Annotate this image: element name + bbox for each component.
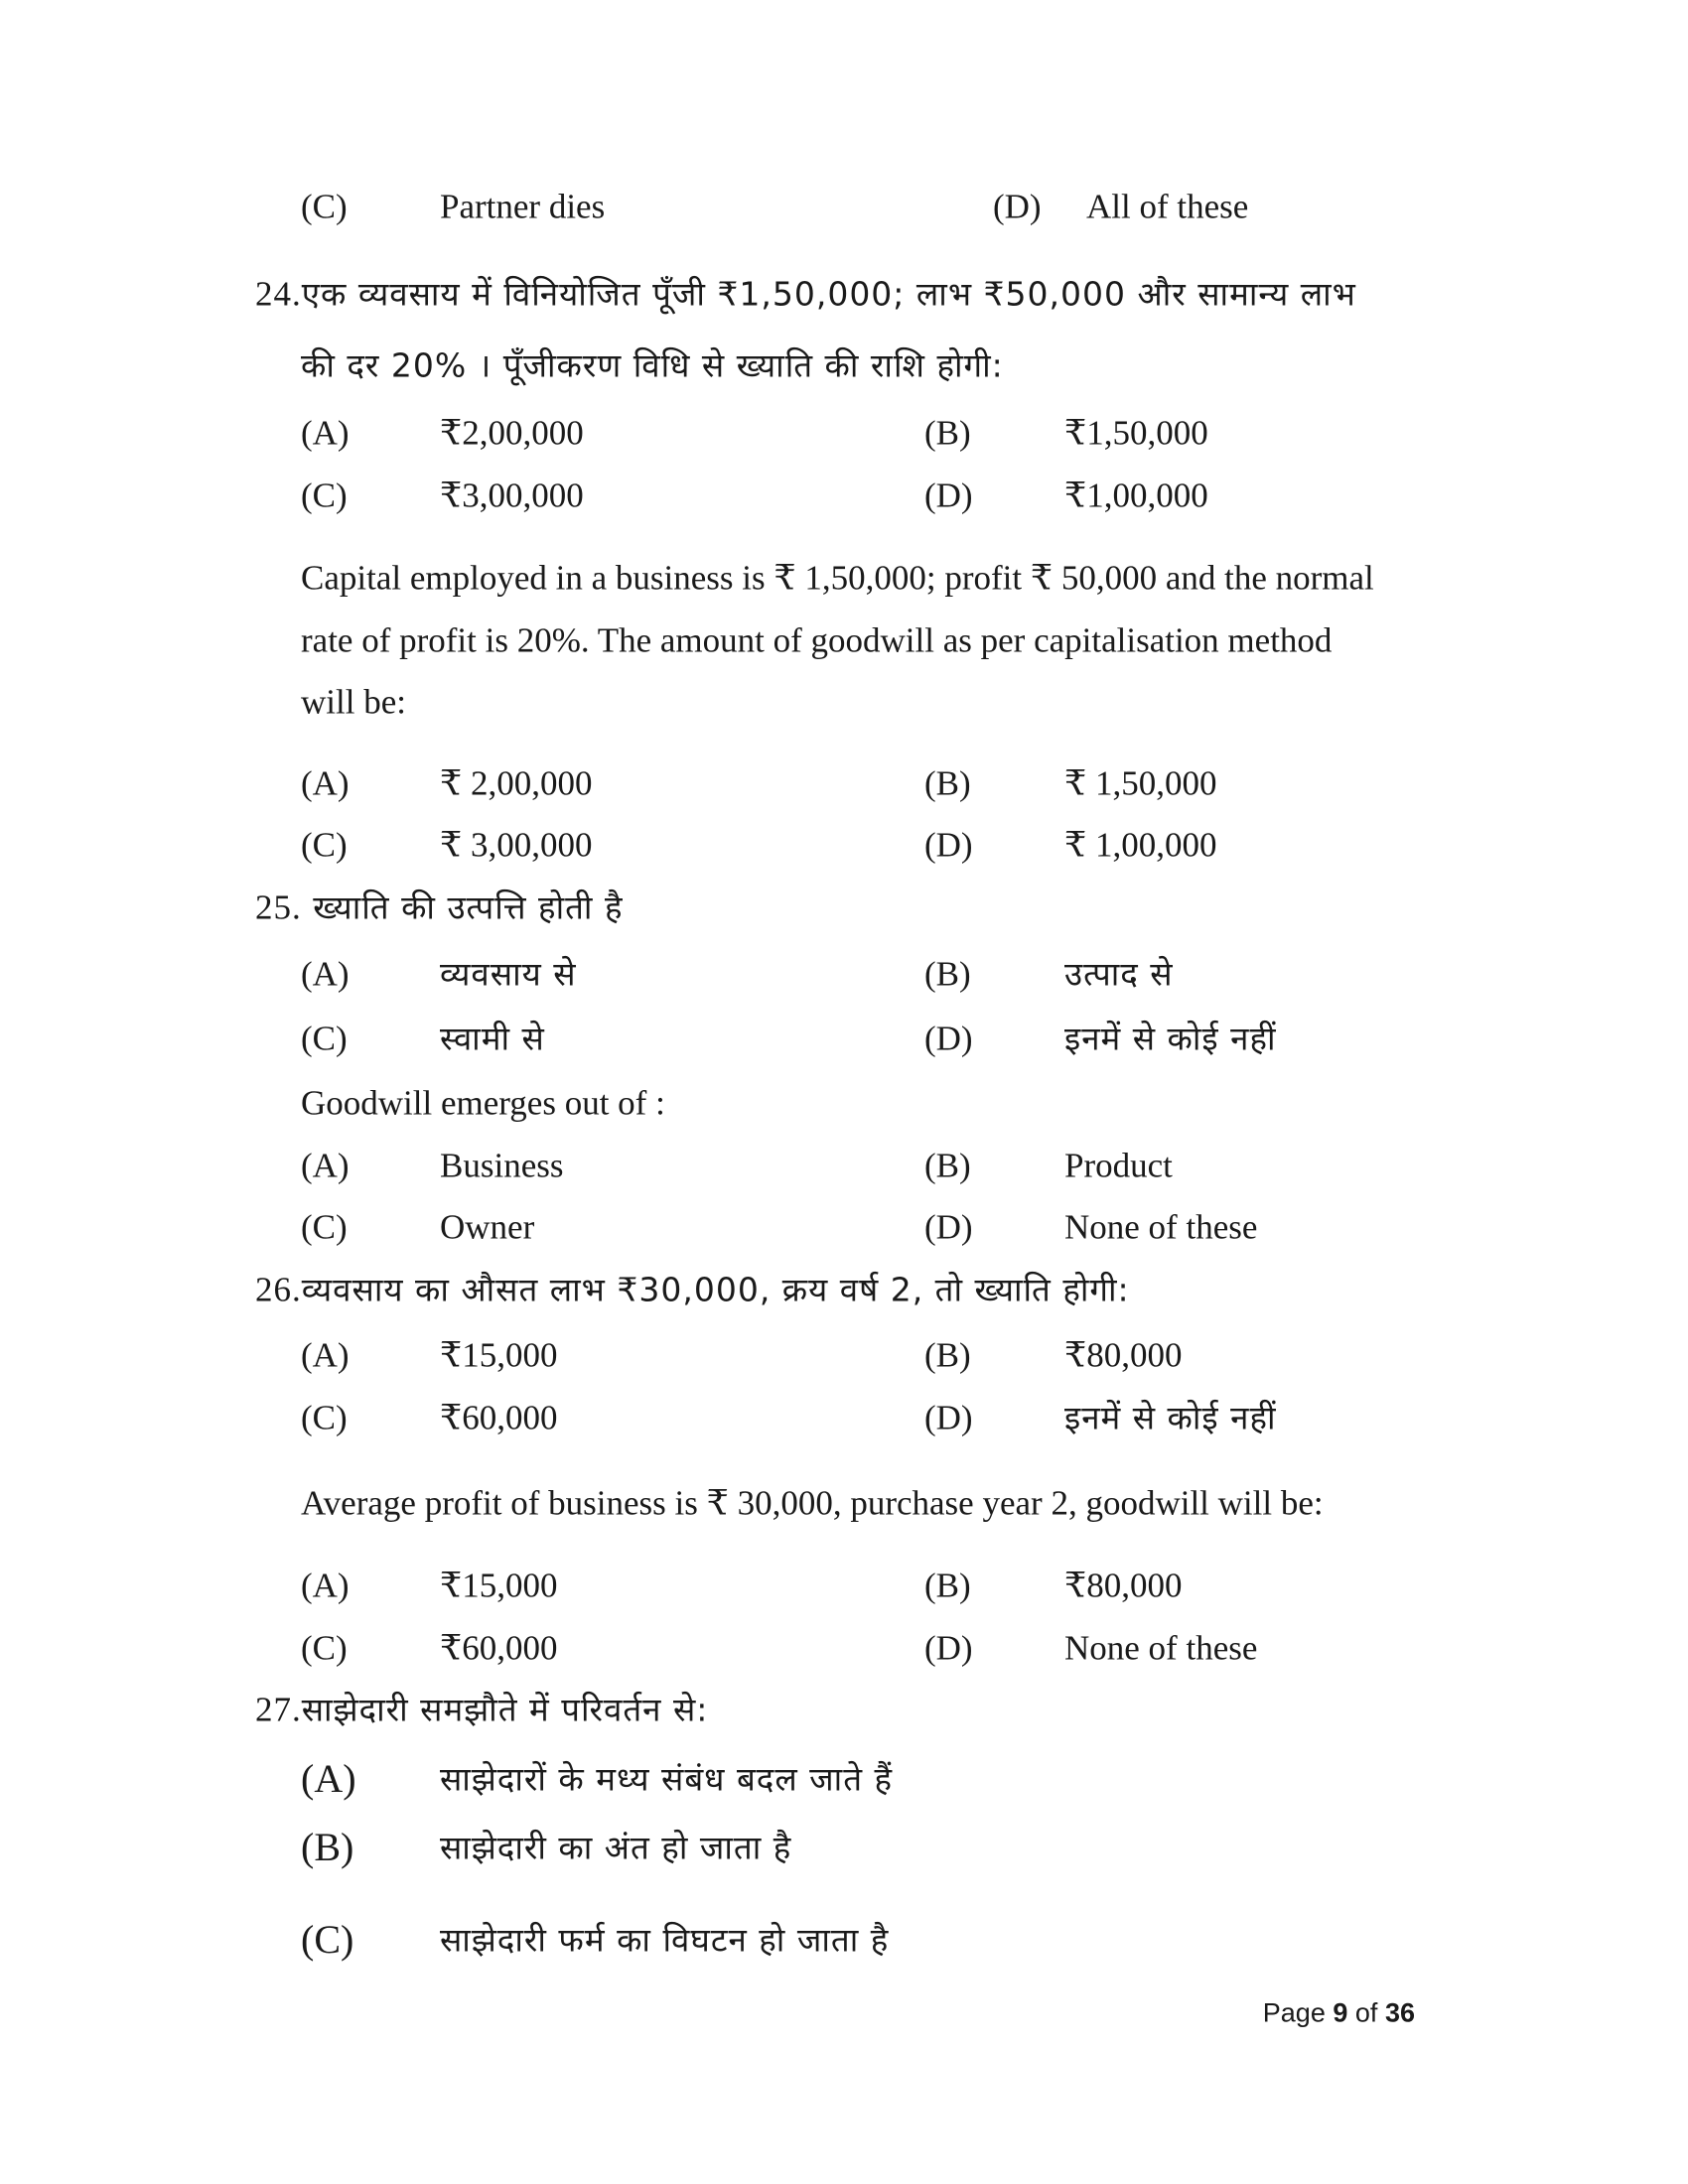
option-text: ₹80,000 (1064, 1566, 1183, 1605)
option-label: (B) (924, 954, 971, 994)
option-text: ₹80,000 (1064, 1335, 1183, 1375)
page-total: 36 (1384, 1997, 1415, 2028)
question-25-english: Goodwill emerges out of : (301, 1083, 665, 1123)
option-label: (C) (301, 825, 348, 865)
question-number: 27. (255, 1690, 302, 1729)
question-24-english-line1: Capital employed in a business is ₹ 1,50,000; profit ₹ 50,000 and the normal (301, 558, 1374, 598)
question-text: साझेदारी समझौते में परिवर्तन से: (301, 1690, 709, 1729)
option-label: (C) (301, 187, 348, 226)
question-24-hindi-line2: की दर 20% । पूँजीकरण विधि से ख्याति की राशि होगी: (301, 345, 1004, 385)
question-27-hindi (255, 1690, 709, 1729)
page-of: of (1354, 1997, 1378, 2028)
option-label: (A) (301, 763, 350, 803)
option-label: (C) (301, 476, 348, 515)
question-number: 25. (255, 887, 302, 927)
page-number (1262, 1997, 1415, 2028)
option-label: (D) (924, 1207, 973, 1247)
option-text: व्यवसाय से (440, 954, 577, 994)
option-label: (C) (301, 1628, 348, 1668)
option-label: (D) (924, 1628, 973, 1668)
option-label: (D) (924, 1019, 973, 1058)
option-label: (D) (924, 825, 973, 865)
question-25-hindi (255, 887, 624, 927)
option-text: उत्पाद से (1064, 954, 1174, 994)
question-text: ख्याति की उत्पत्ति होती है (313, 887, 624, 927)
page-current: 9 (1333, 1997, 1348, 2028)
option-label: (C) (301, 1207, 348, 1247)
option-label: (B) (924, 763, 971, 803)
option-text: ₹ 3,00,000 (440, 825, 593, 865)
option-text: साझेदारी का अंत हो जाता है (440, 1828, 792, 1867)
option-label: (C) (301, 1019, 348, 1058)
option-text: स्वामी से (440, 1019, 545, 1058)
option-label: (A) (301, 1566, 350, 1605)
option-text: ₹60,000 (440, 1398, 558, 1437)
option-text: इनमें से कोई नहीं (1064, 1398, 1277, 1437)
option-label: (D) (924, 1398, 973, 1437)
question-24-english-line3: will be: (301, 682, 406, 722)
option-label: (A) (301, 954, 350, 994)
option-label: (C) (301, 1398, 348, 1437)
question-26-hindi (255, 1270, 1130, 1309)
option-label: (B) (924, 1335, 971, 1375)
option-label: (B) (924, 1566, 971, 1605)
option-text: ₹3,00,000 (440, 476, 584, 515)
option-text: ₹60,000 (440, 1628, 558, 1668)
question-26-english: Average profit of business is ₹ 30,000, purchase year 2, goodwill will be: (301, 1483, 1324, 1523)
option-label: (B) (924, 413, 971, 453)
option-text: साझेदारी फर्म का विघटन हो जाता है (440, 1920, 890, 1960)
option-label: (D) (924, 476, 973, 515)
question-text: व्यवसाय का औसत लाभ ₹30,000, क्रय वर्ष 2, तो ख्याति होगी: (301, 1270, 1130, 1309)
option-text: ₹ 1,00,000 (1064, 825, 1217, 865)
question-text: एक व्यवसाय में विनियोजित पूँजी ₹1,50,000; लाभ ₹50,000 और सामान्य लाभ (301, 274, 1356, 314)
page-prefix: Page (1262, 1997, 1326, 2028)
question-24-hindi-line1 (255, 274, 1356, 314)
option-label: (A) (301, 413, 350, 453)
option-text: ₹15,000 (440, 1335, 558, 1375)
option-text: Business (440, 1146, 564, 1185)
option-label: (D) (993, 187, 1042, 226)
question-number: 24. (255, 274, 302, 314)
option-label: (A) (301, 1756, 356, 1801)
option-label: (B) (924, 1146, 971, 1185)
option-text: Owner (440, 1207, 535, 1247)
question-24-english-line2: rate of profit is 20%. The amount of goodwill as per capitalisation method (301, 620, 1333, 660)
option-label: (C) (301, 1917, 354, 1962)
option-text: साझेदारों के मध्य संबंध बदल जाते हैं (440, 1759, 894, 1799)
option-text: ₹15,000 (440, 1566, 558, 1605)
option-text: Partner dies (440, 187, 606, 226)
option-text: ₹2,00,000 (440, 413, 584, 453)
option-label: (A) (301, 1146, 350, 1185)
option-text: इनमें से कोई नहीं (1064, 1019, 1277, 1058)
option-label: (A) (301, 1335, 350, 1375)
option-text: Product (1064, 1146, 1173, 1185)
option-text: ₹1,00,000 (1064, 476, 1208, 515)
option-text: All of these (1086, 187, 1249, 226)
option-text: ₹ 2,00,000 (440, 763, 593, 803)
option-text: None of these (1064, 1207, 1258, 1247)
option-text: ₹1,50,000 (1064, 413, 1208, 453)
option-label: (B) (301, 1825, 354, 1869)
option-text: ₹ 1,50,000 (1064, 763, 1217, 803)
question-number: 26. (255, 1270, 302, 1309)
option-text: None of these (1064, 1628, 1258, 1668)
